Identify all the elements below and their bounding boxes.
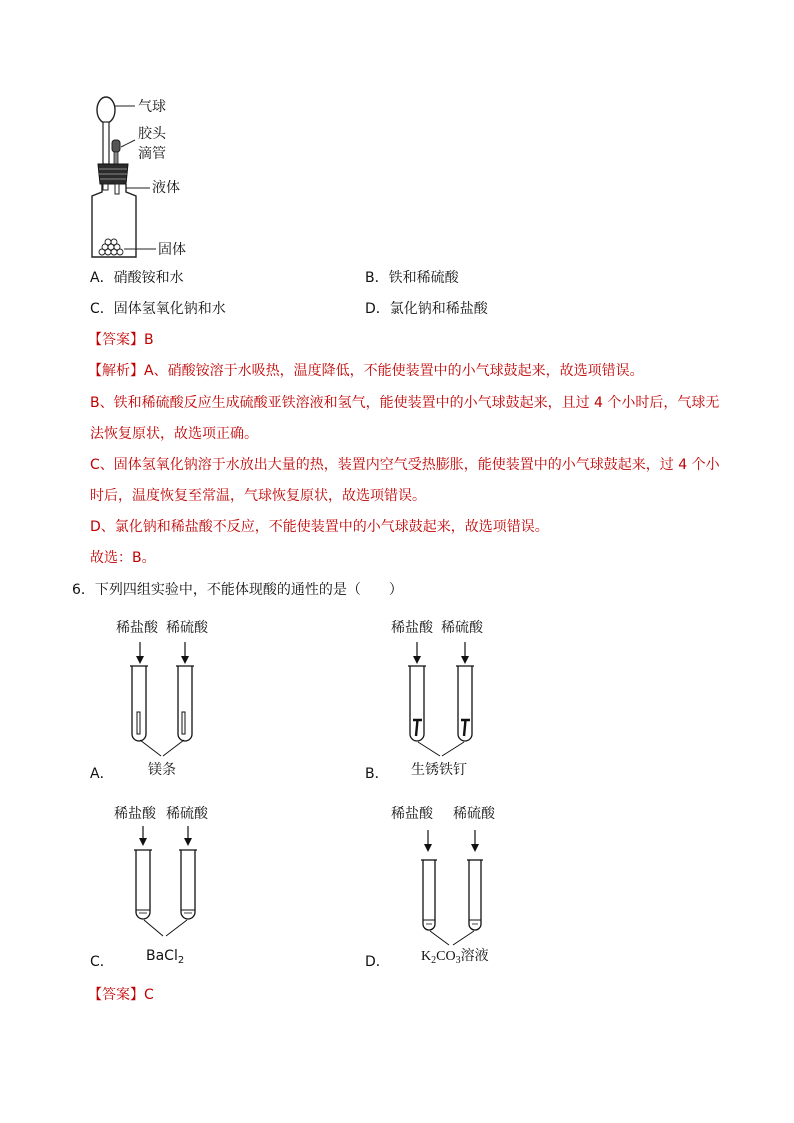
figure-a <box>110 612 230 782</box>
fig-b-right-label: 稀硫酸 <box>441 620 483 636</box>
fig-a-right-label: 稀硫酸 <box>166 620 208 636</box>
analysis-line-1: 【解析】A、硝酸铵溶于水吸热，温度降低，不能使装置中的小气球鼓起来，故选项错误。 <box>88 363 644 379</box>
dropper-label-2: 滴管 <box>138 146 166 162</box>
fig-a-left-label: 稀盐酸 <box>116 620 158 636</box>
fig-c-right-label: 稀硫酸 <box>166 806 208 822</box>
answer-tag: 【答案】 <box>88 332 144 348</box>
analysis-line-5: 时后，温度恢复至常温，气球恢复原状，故选项错误。 <box>90 488 426 504</box>
option-b: B．铁和稀硫酸 <box>365 270 459 286</box>
fig-b-letter: B． <box>365 766 389 782</box>
q6-stem: 6．下列四组实验中，不能体现酸的通性的是（ ） <box>72 582 403 598</box>
balloon-label: 气球 <box>138 99 166 115</box>
q6-answer-value: C <box>144 987 154 1003</box>
fig-d-left-label: 稀盐酸 <box>391 806 433 822</box>
analysis-line-4: C、固体氢氧化钠溶于水放出大量的热，装置内空气受热膨胀，能使装置中的小气球鼓起来，过 4 个小 <box>90 457 720 473</box>
fig-c-letter: C． <box>90 954 114 970</box>
analysis-line-2: B、铁和稀硫酸反应生成硫酸亚铁溶液和氢气，能使装置中的小气球鼓起来，且过 4 个小时后，气球无 <box>90 395 720 411</box>
figure-d <box>385 800 515 970</box>
answer-value: B <box>144 332 154 348</box>
balloon-shape <box>97 97 115 123</box>
option-c: C．固体氢氧化钠和水 <box>90 301 226 317</box>
q6-answer <box>88 985 154 1005</box>
fig-d-letter: D． <box>365 954 390 970</box>
analysis-line-6: D、氯化钠和稀盐酸不反应，不能使装置中的小气球鼓起来，故选项错误。 <box>90 519 549 535</box>
q6-answer-tag: 【答案】 <box>88 987 144 1003</box>
q5-answer <box>88 330 154 350</box>
fig-c-bottom-label: BaCl$_2$ <box>146 948 185 966</box>
liquid-label: 液体 <box>152 180 180 196</box>
analysis-tag: 【解析】 <box>88 363 144 379</box>
solid-label: 固体 <box>158 242 186 258</box>
analysis-line-3: 法恢复原状，故选项正确。 <box>90 426 258 442</box>
apparatus-figure <box>80 92 220 262</box>
option-d: D．氯化钠和稀盐酸 <box>365 301 488 317</box>
fig-b-left-label: 稀盐酸 <box>391 620 433 636</box>
analysis-line-7: 故选：B。 <box>90 550 156 566</box>
fig-b-bottom-label: 生锈铁钉 <box>411 762 467 778</box>
fig-a-bottom-label: 镁条 <box>148 762 176 778</box>
figure-b <box>385 612 505 782</box>
fig-a-letter: A． <box>90 766 114 782</box>
option-a: A．硝酸铵和水 <box>90 270 184 286</box>
figure-c <box>108 800 228 970</box>
fig-d-bottom-label: $K_2CO_3$溶液 <box>421 948 489 966</box>
dropper-label-1: 胶头 <box>138 126 166 142</box>
fig-c-left-label: 稀盐酸 <box>114 806 156 822</box>
fig-d-right-label: 稀硫酸 <box>453 806 495 822</box>
